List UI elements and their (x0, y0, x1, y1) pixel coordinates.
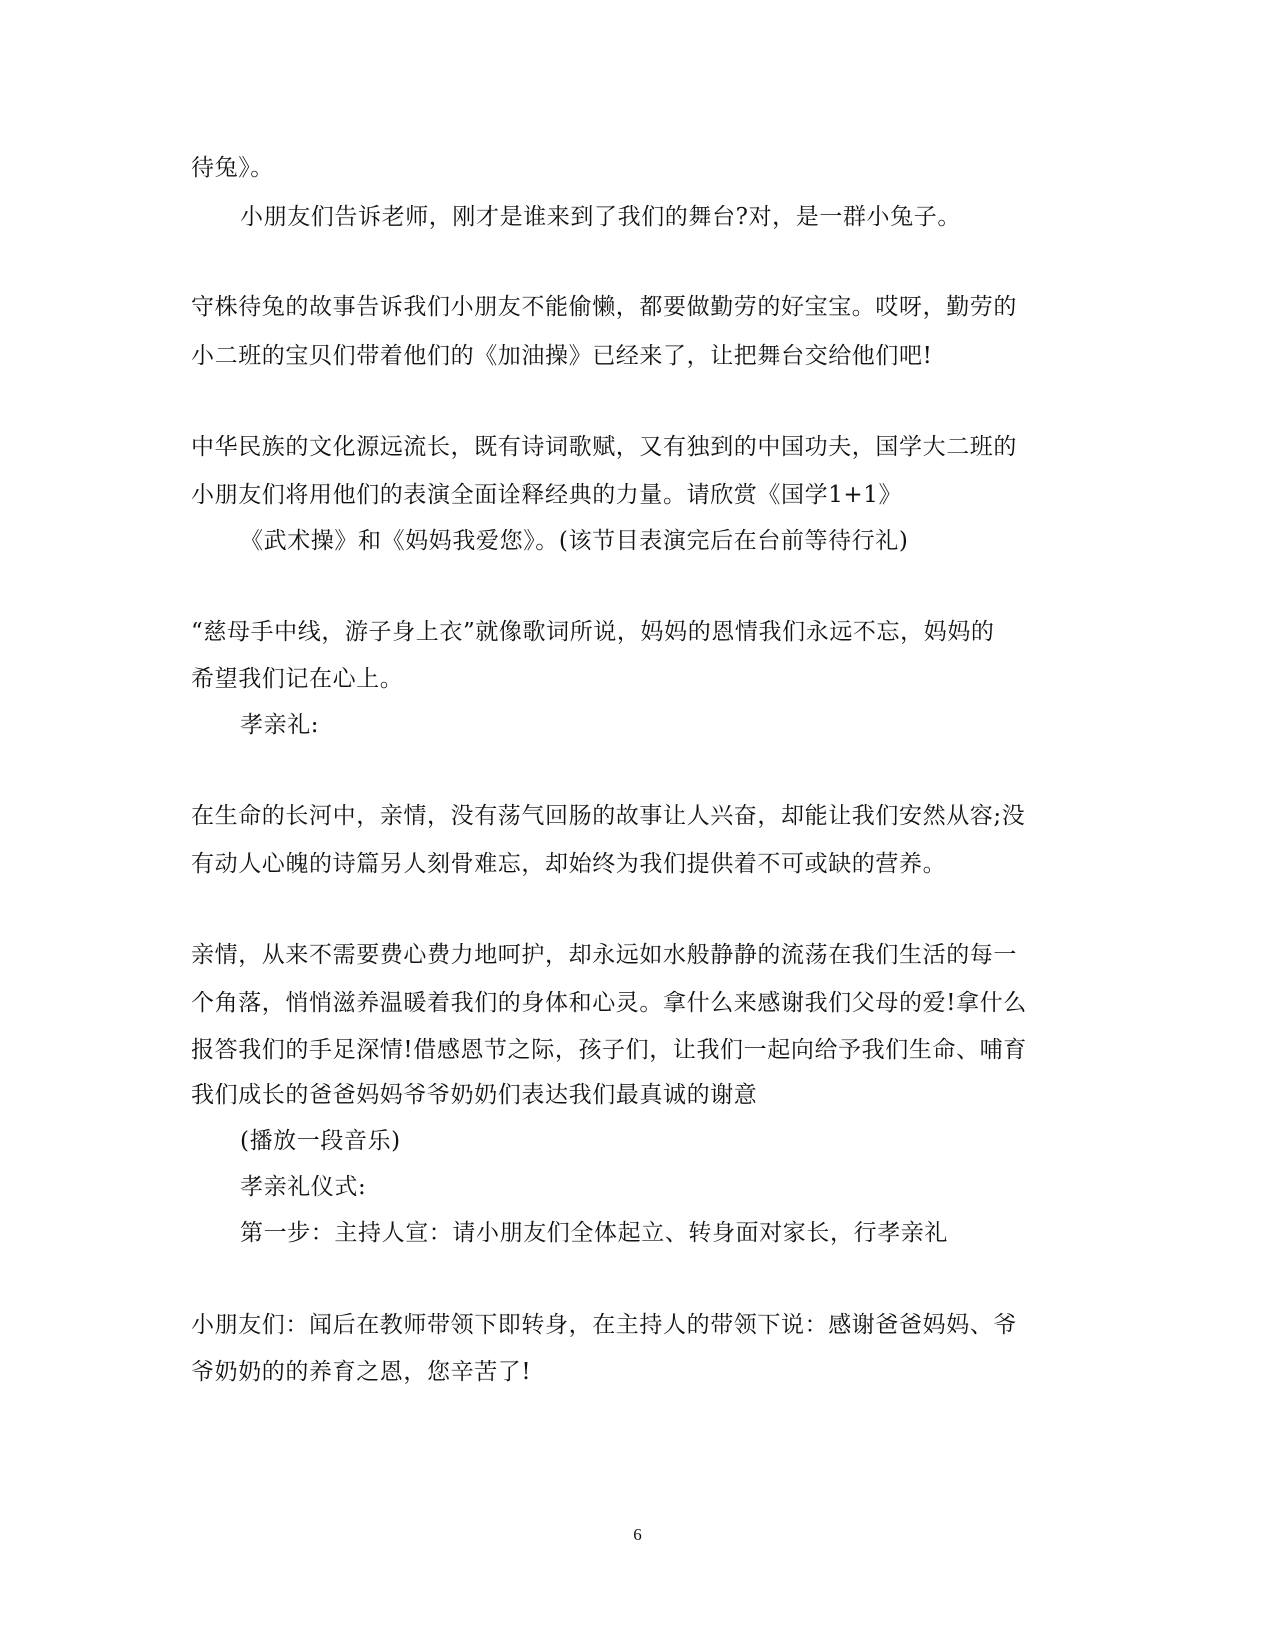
text-line: 待兔》。 (191, 155, 274, 181)
text-line: 爷奶奶的的养育之恩，您辛苦了! (191, 1359, 532, 1385)
text-line: 亲情，从来不需要费心费力地呵护，却永远如水般静静的流荡在我们生活的每一 (191, 942, 1017, 968)
text-line: 守株待兔的故事告诉我们小朋友不能偷懒，都要做勤劳的好宝宝。哎呀，勤劳的 (191, 294, 1017, 320)
text-line: 小朋友们告诉老师，刚才是谁来到了我们的舞台?对，是一群小兔子。 (240, 204, 961, 230)
text-line: 孝亲礼仪式: (240, 1174, 367, 1200)
text-line: 有动人心魄的诗篇另人刻骨难忘，却始终为我们提供着不可或缺的营养。 (191, 851, 947, 877)
text-line: 个角落，悄悄滋养温暖着我们的身体和心灵。拿什么来感谢我们父母的爱!拿什么 (191, 990, 1027, 1016)
text-line: 孝亲礼: (240, 712, 320, 738)
page-number: 6 (633, 1525, 642, 1544)
text-line: 小朋友们将用他们的表演全面诠释经典的力量。请欣赏《国学1+1》 (191, 482, 903, 508)
text-line: 《武术操》和《妈妈我爱您》。(该节目表演完后在台前等待行礼) (240, 528, 909, 554)
text-line: 希望我们记在心上。 (191, 666, 404, 692)
text-line: 小朋友们：闻后在教师带领下即转身，在主持人的带领下说：感谢爸爸妈妈、爷 (191, 1312, 1017, 1338)
text-line: 我们成长的爸爸妈妈爷爷奶奶们表达我们最真诚的谢意 (191, 1082, 758, 1108)
text-line: (播放一段音乐) (240, 1128, 401, 1154)
text-line: 小二班的宝贝们带着他们的《加油操》已经来了，让把舞台交给他们吧! (191, 343, 933, 369)
text-line: 在生命的长河中，亲情，没有荡气回肠的故事让人兴奋，却能让我们安然从容;没 (191, 803, 1026, 829)
text-line: 报答我们的手足深情!借感恩节之际，孩子们，让我们一起向给予我们生命、哺育 (191, 1037, 1027, 1063)
text-line: 中华民族的文化源远流长，既有诗词歌赋，又有独到的中国功夫，国学大二班的 (191, 434, 1017, 460)
text-line: “慈母手中线，游子身上衣”就像歌词所说，妈妈的恩情我们永远不忘，妈妈的 (191, 619, 995, 645)
text-line: 第一步：主持人宣：请小朋友们全体起立、转身面对家长，行孝亲礼 (240, 1220, 948, 1246)
